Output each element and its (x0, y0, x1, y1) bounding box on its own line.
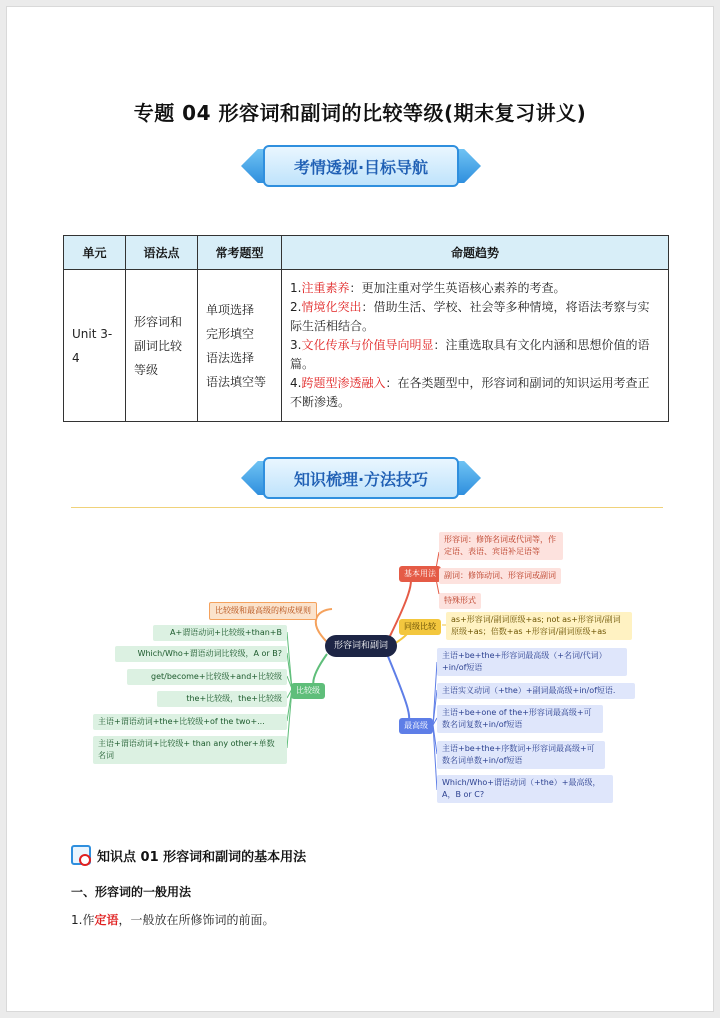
cell-grammar: 形容词和副词比较等级 (126, 270, 198, 422)
node-comparative: 比较级 (291, 683, 325, 699)
header-unit: 单元 (64, 236, 126, 270)
document-page (6, 6, 714, 1012)
magnifier-icon (71, 845, 91, 865)
node-basic-item: 形容词：修饰名词或代词等，作定语、表语、宾语补足语等 (439, 532, 563, 560)
cell-question-types (198, 270, 282, 422)
exam-overview-banner (241, 145, 481, 187)
node-comparative-item: 主语+谓语动词+the+比较级+of the two+... (93, 714, 287, 730)
node-basic-item: 副词：修饰动词、形容词或副词 (439, 568, 561, 584)
exam-analysis-table (63, 235, 669, 422)
type-item: 单项选择 (206, 302, 255, 317)
node-comparative-item: 主语+谓语动词+比较级+ than any other+单数名词 (93, 736, 287, 764)
node-formation-rules: 比较级和最高级的构成规则 (209, 602, 317, 620)
node-equal-comparison: 同级比较 (399, 619, 441, 635)
paragraph: 1.作定语，一般放在所修饰词的前面。 (71, 913, 275, 927)
section-divider (71, 507, 663, 508)
type-item: 完形填空 (206, 326, 255, 341)
header-question-types: 常考题型 (198, 236, 282, 270)
trend-item: 1.注重素养：更加注重对学生英语核心素养的考查。 (290, 281, 566, 295)
node-superlative-item: 主语+be+the+形容词最高级（+名词/代词）+in/of短语 (437, 648, 627, 676)
trend-item: 2.情境化突出：借助生活、学校、社会等多种情境，将语法考察与实际生活相结合。 (290, 300, 650, 333)
node-superlative-item: Which/Who+谓语动词（+the）+最高级，A，B or C? (437, 775, 613, 803)
knowledge-banner (241, 457, 481, 499)
cell-unit: Unit 3-4 (64, 270, 126, 422)
section-heading: 一、形容词的一般用法 (71, 885, 192, 899)
node-equal-item: as+形容词/副词原级+as; not as+形容词/副词原级+as；倍数+as +形容词/副词原级+as (446, 612, 632, 640)
node-comparative-item: get/become+比较级+and+比较级 (127, 669, 287, 685)
mind-map-center: 形容词和副词 (325, 635, 397, 657)
knowledge-point-heading: 知识点 01 形容词和副词的基本用法 (71, 845, 306, 865)
exam-overview-banner-label: 考情透视·目标导航 (263, 145, 459, 187)
node-comparative-item: the+比较级，the+比较级 (157, 691, 287, 707)
knowledge-banner-label: 知识梳理·方法技巧 (263, 457, 459, 499)
trend-item: 4.跨题型渗透融入：在各类题型中，形容词和副词的知识运用考查正不断渗透。 (290, 376, 650, 409)
type-item: 语法填空等 (206, 374, 267, 389)
node-superlative-item: 主语实义动词（+the）+副词最高级+in/of短语. (437, 683, 635, 699)
page-title: 专题 04 形容词和副词的比较等级(期末复习讲义) (133, 101, 587, 125)
node-comparative-item: A+谓语动词+比较级+than+B (153, 625, 287, 641)
node-basic-usage: 基本用法 (399, 566, 441, 582)
cell-trend (282, 270, 669, 422)
header-trend: 命题趋势 (282, 236, 669, 270)
trend-item: 3.文化传承与价值导向明显：注重选取具有文化内涵和思想价值的语篇。 (290, 338, 650, 371)
node-comparative-item: Which/Who+谓语动词比较级，A or B? (115, 646, 287, 662)
node-superlative-item: 主语+be+one of the+形容词最高级+可数名词复数+in/of短语 (437, 705, 603, 733)
node-superlative-item: 主语+be+the+序数词+形容词最高级+可数名词单数+in/of短语 (437, 741, 605, 769)
node-superlative: 最高级 (399, 718, 433, 734)
header-grammar: 语法点 (126, 236, 198, 270)
type-item: 语法选择 (206, 350, 255, 365)
node-basic-item: 特殊形式 (439, 593, 481, 609)
mind-map (87, 522, 657, 812)
